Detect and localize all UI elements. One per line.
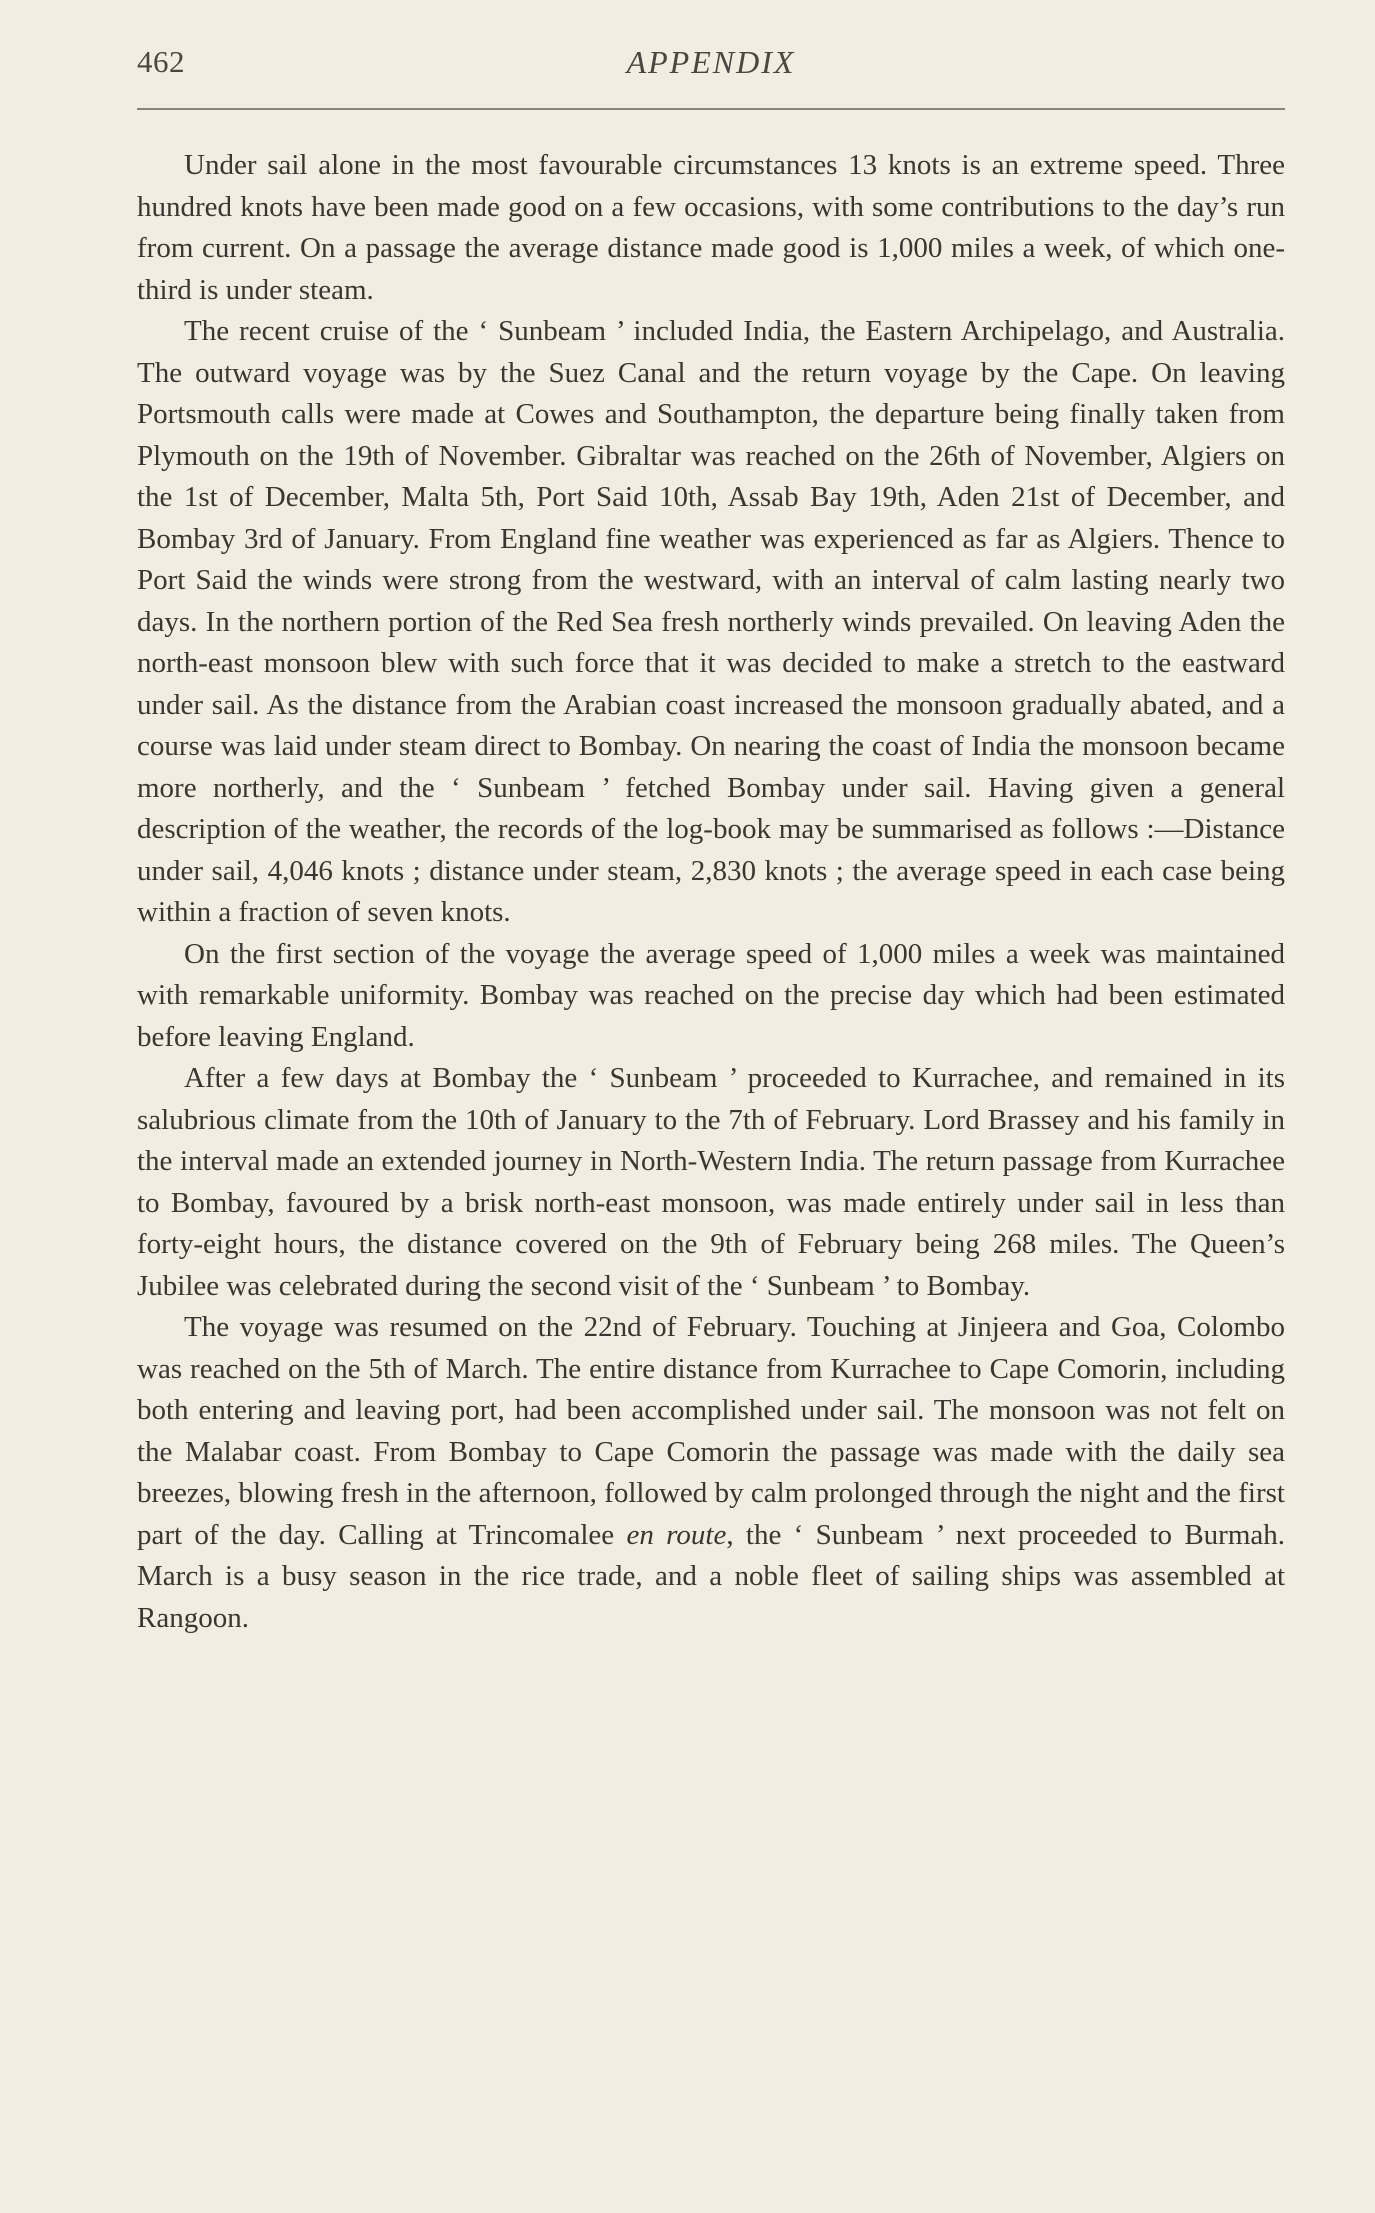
paragraph-text: , the ‘ Sunbeam ’ next proceeded to Burmah. March is a busy season in the rice trade, and a noble fleet of sailing ships was assembled at Rangoon. [137,1518,1285,1634]
paragraph: Under sail alone in the most favourable circumstances 13 knots is an extreme speed. Three hundred knots have been made good on a few occasions, with some contributions to the day’s run from current. On a passage the average distance made good is 1,000 miles a week, of which one-third is under steam. [137,149,1285,306]
paragraph: After a few days at Bombay the ‘ Sunbeam ’ proceeded to Kurrachee, and remained in its salubrious climate from the 10th of January to the 7th of February. Lord Brassey and his family in the interval made an extended journey in North-Western India. The return passage from Kurrachee to Bombay, favoured by a brisk north-east monsoon, was made entirely under sail in less than forty-eight hours, the distance covered on the 9th of February being 268 miles. The Queen’s Jubilee was celebrated during the second visit of the ‘ Sunbeam ’ to Bombay. [137,1062,1285,1302]
paragraph-text: The voyage was resumed on the 22nd of February. Touching at Jinjeera and Goa, Colombo was reached on the 5th of March. The entire distance from Kurrachee to Cape Comorin, including both entering and leaving port, had been accomplished under sail. The monsoon was not felt on the Malabar coast. From Bombay to Cape Comorin the passage was made with the daily sea breezes, blowing fresh in the afternoon, followed by calm prolonged through the night and the first part of the day. Calling at Trincomalee [137,1311,1285,1551]
paragraph: The recent cruise of the ‘ Sunbeam ’ included India, the Eastern Archipelago, and Australia. The outward voyage was by the Suez Canal and the return voyage by the Cape. On leaving Portsmouth calls were made at Cowes and Southampton, the departure being finally taken from Plymouth on the 19th of November. Gibraltar was reached on the 26th of November, Algiers on the 1st of December, Malta 5th, Port Said 10th, Assab Bay 19th, Aden 21st of December, and Bombay 3rd of January. From England fine weather was experienced as far as Algiers. Thence to Port Said the winds were strong from the westward, with an interval of calm lasting nearly two days. In the northern portion of the Red Sea fresh northerly winds prevailed. On leaving Aden the north-east monsoon blew with such force that it was decided to make a stretch to the eastward under sail. As the distance from the Arabian coast increased the monsoon gradually abated, and a course was laid under steam direct to Bombay. On nearing the coast of India the monsoon became more northerly, and the ‘ Sunbeam ’ fetched Bombay under sail. Having given a general description of the weather, the records of the log-book may be summarised as follows :—Distance under sail, 4,046 knots ; distance under steam, 2,830 knots ; the average speed in each case being within a fraction of seven knots. [137,315,1285,928]
running-head: APPENDIX [626,44,796,80]
header-rule [137,108,1285,110]
paragraph: On the first section of the voyage the average speed of 1,000 miles a week was maintained with remarkable uniformity. Bombay was reached on the precise day which had been estimated before leaving England. [137,937,1285,1053]
italic-phrase: en route [626,1518,727,1551]
page-number: 462 [137,44,185,79]
body-text [137,145,1285,1639]
paragraph [137,1307,1285,1639]
page-header [137,44,1285,94]
